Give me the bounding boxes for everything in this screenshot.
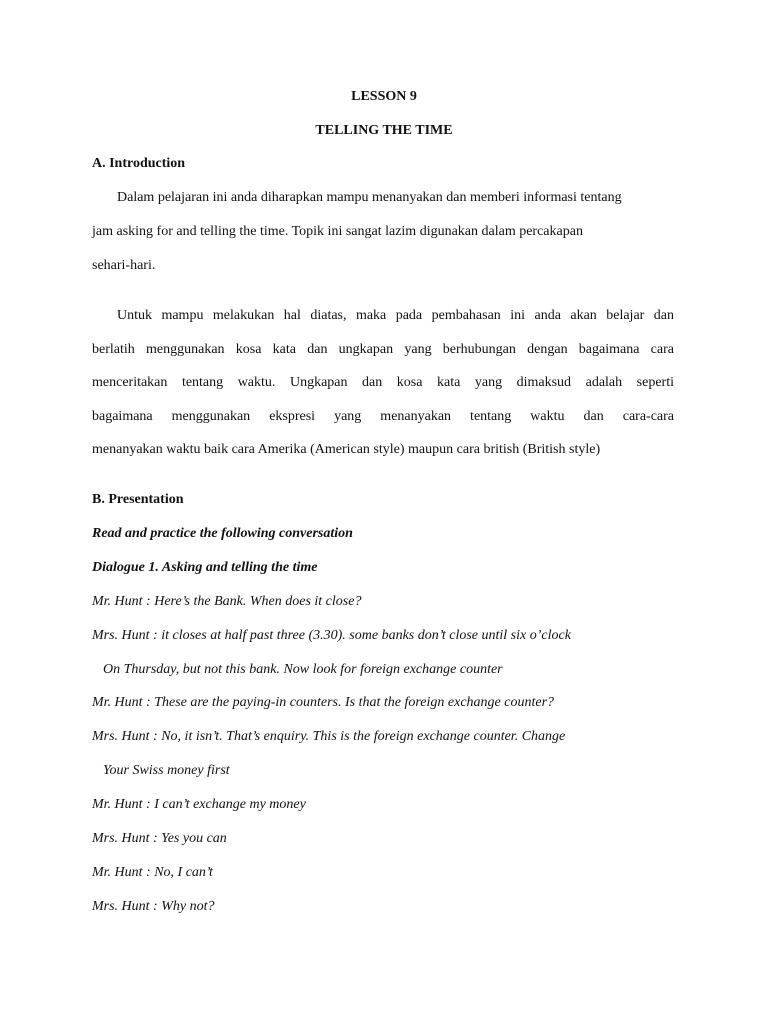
section-a-heading: A. Introduction xyxy=(92,156,186,171)
instruction: Read and practice the following conversation xyxy=(92,526,353,541)
intro-para1-line: jam asking for and telling the time. Topik ini sangat lazim digunakan dalam percakapan xyxy=(92,224,583,239)
intro-para1-line: sehari-hari. xyxy=(92,258,156,273)
dialogue-line: Mr. Hunt : Here’s the Bank. When does it close? xyxy=(92,594,362,609)
intro-para2-line: menanyakan waktu baik cara Amerika (American style) maupun cara british (British style) xyxy=(92,442,601,457)
intro-para2-line: berlatih menggunakan kosa kata dan ungkapan yang berhubungan dengan bagaimana cara xyxy=(92,342,674,357)
dialogue-line: Mrs. Hunt : Why not? xyxy=(92,899,215,914)
dialogue-line: Mrs. Hunt : No, it isn’t. That’s enquiry. This is the foreign exchange counter. Change xyxy=(92,729,566,744)
intro-para2-line: Untuk mampu melakukan hal diatas, maka pada pembahasan ini anda akan belajar dan xyxy=(117,308,674,323)
dialogue-line: Mr. Hunt : No, I can’t xyxy=(92,865,213,880)
lesson-title: LESSON 9 xyxy=(351,89,417,104)
dialogue-line: Mr. Hunt : These are the paying-in counters. Is that the foreign exchange counter? xyxy=(92,695,555,710)
dialogue-line: On Thursday, but not this bank. Now look for foreign exchange counter xyxy=(103,662,503,677)
dialogue-line: Mrs. Hunt : it closes at half past three (3.30). some banks don’t close until six o’clock xyxy=(92,628,571,643)
dialogue-line: Mr. Hunt : I can’t exchange my money xyxy=(92,797,306,812)
intro-para1-line: Dalam pelajaran ini anda diharapkan mampu menanyakan dan memberi informasi tentang xyxy=(117,190,622,205)
dialogue-title: Dialogue 1. Asking and telling the time xyxy=(92,560,318,575)
lesson-subtitle: TELLING THE TIME xyxy=(315,123,453,138)
section-b-heading: B. Presentation xyxy=(92,492,184,507)
dialogue-line: Mrs. Hunt : Yes you can xyxy=(92,831,227,846)
intro-para2-line: bagaimana menggunakan ekspresi yang menanyakan tentang waktu dan cara-cara xyxy=(92,409,674,424)
dialogue-line: Your Swiss money first xyxy=(103,763,230,778)
intro-para2-line: menceritakan tentang waktu. Ungkapan dan kosa kata yang dimaksud adalah seperti xyxy=(92,375,674,390)
